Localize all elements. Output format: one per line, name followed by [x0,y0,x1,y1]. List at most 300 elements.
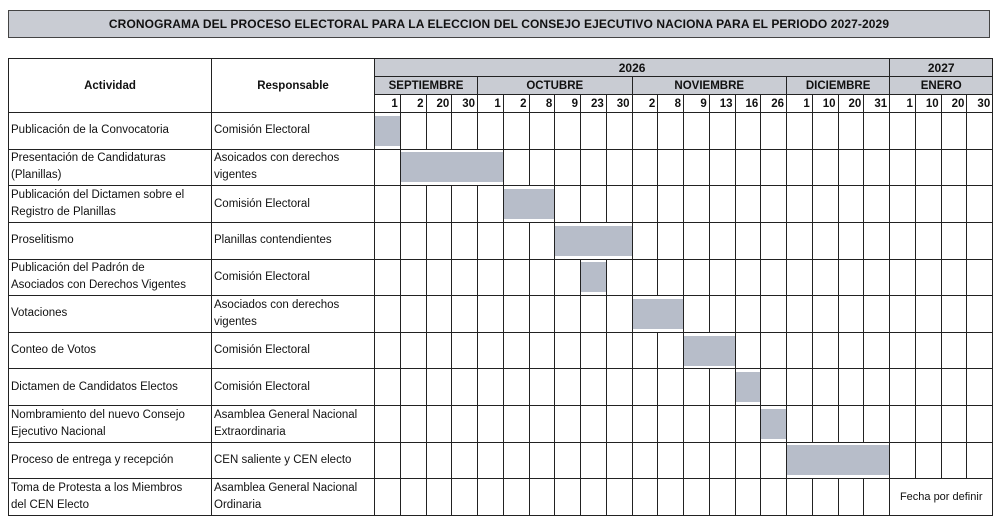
empty-cell [503,259,529,296]
empty-cell [761,332,787,369]
empty-cell [864,479,890,516]
activity-cell [9,479,212,516]
empty-cell [529,369,555,406]
empty-cell [915,259,941,296]
empty-cell [632,222,658,259]
empty-cell [787,222,813,259]
day-header: 20 [941,95,967,113]
empty-cell [941,259,967,296]
activity-text: Conteo de Votos [11,344,97,357]
empty-cell [812,259,838,296]
empty-cell [426,369,452,406]
empty-cell [761,149,787,186]
empty-cell [529,296,555,333]
empty-cell [452,186,478,223]
empty-cell [632,259,658,296]
empty-cell [555,296,581,333]
empty-cell [555,442,581,479]
empty-cell [684,479,710,516]
empty-cell [787,113,813,150]
empty-cell [555,113,581,150]
empty-cell [838,222,864,259]
activity-text: (Planillas) [11,169,62,182]
gantt-bar-cell [375,113,401,150]
empty-cell [400,186,426,223]
empty-cell [684,113,710,150]
empty-cell [967,332,993,369]
empty-cell [606,259,632,296]
empty-cell [684,149,710,186]
empty-cell [684,406,710,443]
responsible-cell [212,149,375,186]
empty-cell [503,296,529,333]
empty-cell [529,442,555,479]
empty-cell [941,296,967,333]
empty-cell [735,259,761,296]
day-header: 10 [915,95,941,113]
empty-cell [503,332,529,369]
responsible-cell [212,186,375,223]
empty-cell [426,296,452,333]
empty-cell [967,296,993,333]
empty-cell [606,113,632,150]
empty-cell [400,442,426,479]
empty-cell [529,113,555,150]
empty-cell [967,222,993,259]
gantt-bar [633,299,684,329]
empty-cell [735,479,761,516]
empty-cell [967,259,993,296]
empty-cell [709,442,735,479]
activity-text: Toma de Protesta a los Miembros [11,482,183,495]
empty-cell [478,442,504,479]
empty-cell [967,369,993,406]
empty-cell [787,259,813,296]
empty-cell [890,186,916,223]
empty-cell [400,222,426,259]
empty-cell [684,186,710,223]
empty-cell [555,149,581,186]
empty-cell [606,369,632,406]
empty-cell [632,332,658,369]
empty-cell [452,113,478,150]
empty-cell [426,113,452,150]
empty-cell [735,149,761,186]
empty-cell [581,332,607,369]
empty-cell [478,369,504,406]
empty-cell [761,222,787,259]
empty-cell [787,479,813,516]
gantt-bar [684,336,735,366]
day-header: 9 [555,95,581,113]
responsible-text: Asamblea General Nacional [214,408,358,421]
responsible-text: CEN saliente y CEN electo [214,453,352,466]
day-header: 26 [761,95,787,113]
empty-cell [735,222,761,259]
empty-cell [400,296,426,333]
empty-cell [915,406,941,443]
empty-cell [864,149,890,186]
activity-cell [9,186,212,223]
empty-cell [812,406,838,443]
schedule-title: CRONOGRAMA DEL PROCESO ELECTORAL PARA LA ELECCION DEL CONSEJO EJECUTIVO NACIONA PARA EL PERIODO 2027-2029 [8,10,990,38]
day-header: 1 [787,95,813,113]
empty-cell [452,332,478,369]
empty-cell [478,259,504,296]
empty-cell [658,186,684,223]
gantt-bar-cell [735,369,761,406]
empty-cell [503,442,529,479]
gantt-bar-cell [581,259,607,296]
empty-cell [375,406,401,443]
empty-cell [709,406,735,443]
empty-cell [529,259,555,296]
empty-cell [400,259,426,296]
empty-cell [426,332,452,369]
empty-cell [709,222,735,259]
empty-cell [890,442,916,479]
table-row [9,442,993,479]
empty-cell [375,332,401,369]
empty-cell [606,406,632,443]
empty-cell [658,332,684,369]
empty-cell [890,406,916,443]
empty-cell [375,369,401,406]
empty-cell [709,259,735,296]
empty-cell [915,113,941,150]
day-header: 1 [375,95,401,113]
empty-cell [658,113,684,150]
table-row [9,259,993,296]
day-header: 30 [452,95,478,113]
empty-cell [658,369,684,406]
responsible-text: Comisión Electoral [214,380,310,393]
empty-cell [581,113,607,150]
responsible-cell [212,113,375,150]
day-header: 16 [735,95,761,113]
empty-cell [761,259,787,296]
activity-cell [9,442,212,479]
empty-cell [632,406,658,443]
empty-cell [890,332,916,369]
empty-cell [915,442,941,479]
empty-cell [838,406,864,443]
empty-cell [787,369,813,406]
empty-cell [735,406,761,443]
empty-cell [915,186,941,223]
activity-text: Asociados con Derechos Vigentes [11,279,186,292]
responsible-text: Asamblea General Nacional [214,482,358,495]
empty-cell [967,186,993,223]
empty-cell [632,369,658,406]
empty-cell [684,222,710,259]
empty-cell [967,149,993,186]
activity-text: Ejecutivo Nacional [11,425,106,438]
empty-cell [452,222,478,259]
empty-cell [400,332,426,369]
day-header: 2 [632,95,658,113]
empty-cell [658,479,684,516]
responsible-text: vigentes [214,315,257,328]
empty-cell [400,369,426,406]
activity-cell [9,296,212,333]
activity-cell [9,259,212,296]
activity-text: Publicación del Dictamen sobre el [11,189,185,202]
activity-text: Presentación de Candidaturas [11,152,166,165]
schedule-table [8,58,993,516]
empty-cell [426,186,452,223]
empty-cell [864,296,890,333]
day-header: 20 [838,95,864,113]
empty-cell [478,406,504,443]
empty-cell [581,406,607,443]
empty-cell [555,332,581,369]
day-header: 9 [684,95,710,113]
empty-cell [864,406,890,443]
gantt-bar-cell [684,332,736,369]
empty-cell [452,442,478,479]
responsible-text: Comisión Electoral [214,344,310,357]
empty-cell [452,296,478,333]
empty-cell [375,442,401,479]
empty-cell [581,479,607,516]
empty-cell [787,296,813,333]
empty-cell [735,332,761,369]
empty-cell [812,113,838,150]
empty-cell [761,442,787,479]
empty-cell [632,149,658,186]
day-header: 23 [581,95,607,113]
empty-cell [452,369,478,406]
empty-cell [555,259,581,296]
table-row [9,479,993,516]
empty-cell [529,149,555,186]
empty-cell [400,479,426,516]
responsible-cell [212,296,375,333]
responsible-text: Comisión Electoral [214,270,310,283]
empty-cell [709,113,735,150]
table-row [9,296,993,333]
activity-text: Nombramiento del nuevo Consejo [11,408,185,421]
empty-cell [864,186,890,223]
empty-cell [529,222,555,259]
empty-cell [941,369,967,406]
empty-cell [658,259,684,296]
activity-text: Publicación de la Convocatoria [11,124,169,137]
empty-cell [375,259,401,296]
activity-cell [9,113,212,150]
gantt-bar [761,409,786,439]
empty-cell [478,332,504,369]
empty-cell [452,259,478,296]
empty-cell [452,479,478,516]
empty-cell [684,442,710,479]
empty-cell [606,442,632,479]
empty-cell [426,442,452,479]
empty-cell [709,479,735,516]
empty-cell [709,296,735,333]
empty-cell [941,186,967,223]
empty-cell [890,259,916,296]
empty-cell [761,369,787,406]
responsible-cell [212,442,375,479]
empty-cell [941,406,967,443]
empty-cell [838,186,864,223]
empty-cell [812,222,838,259]
empty-cell [503,369,529,406]
empty-cell [606,332,632,369]
empty-cell [735,296,761,333]
empty-cell [709,186,735,223]
empty-cell [632,113,658,150]
empty-cell [555,479,581,516]
empty-cell [838,369,864,406]
table-row [9,113,993,150]
empty-cell [375,186,401,223]
empty-cell [812,369,838,406]
gantt-bar [736,372,761,402]
empty-cell [915,332,941,369]
responsible-text: Ordinaria [214,499,262,512]
empty-cell [400,406,426,443]
empty-cell [426,259,452,296]
day-header: 8 [529,95,555,113]
empty-cell [632,442,658,479]
empty-cell [890,369,916,406]
empty-cell [426,406,452,443]
empty-cell [735,186,761,223]
responsible-cell [212,332,375,369]
empty-cell [967,442,993,479]
empty-cell [478,113,504,150]
empty-cell [915,222,941,259]
gantt-bar-cell [503,186,555,223]
month-header: OCTUBRE [478,77,633,95]
month-header: ENERO [890,77,993,95]
table-row [9,149,993,186]
table-row [9,222,993,259]
activity-text: Proselitismo [11,234,74,247]
responsible-cell [212,479,375,516]
activity-text: Dictamen de Candidatos Electos [11,380,178,393]
empty-cell [452,406,478,443]
activity-cell [9,406,212,443]
responsible-text: Comisión Electoral [214,124,310,137]
empty-cell [478,186,504,223]
gantt-bar-cell [400,149,503,186]
empty-cell [735,442,761,479]
empty-cell [787,149,813,186]
empty-cell [529,479,555,516]
empty-cell [838,259,864,296]
activity-text: Publicación del Padrón de [11,262,145,275]
empty-cell [941,113,967,150]
gantt-bar [787,445,889,475]
empty-cell [503,479,529,516]
empty-cell [555,369,581,406]
day-header: 2 [503,95,529,113]
activity-cell [9,332,212,369]
responsible-text: vigentes [214,169,257,182]
empty-cell [684,296,710,333]
activity-text: Registro de Planillas [11,206,116,219]
table-row [9,186,993,223]
empty-cell [838,332,864,369]
empty-cell [761,296,787,333]
empty-cell [581,369,607,406]
empty-cell [709,369,735,406]
empty-cell [555,406,581,443]
empty-cell [761,186,787,223]
gantt-bar-cell [787,442,890,479]
month-header: DICIEMBRE [787,77,890,95]
responsible-text: Planillas contendientes [214,234,332,247]
empty-cell [606,186,632,223]
gantt-bar [555,226,631,256]
day-header: 20 [426,95,452,113]
activity-text: Votaciones [11,307,68,320]
day-header: 2 [400,95,426,113]
empty-cell [555,186,581,223]
empty-cell [812,332,838,369]
empty-cell [915,296,941,333]
empty-cell [812,296,838,333]
responsible-text: Extraordinaria [214,425,286,438]
day-header: 31 [864,95,890,113]
activity-cell [9,222,212,259]
empty-cell [941,149,967,186]
empty-cell [606,149,632,186]
day-header: 1 [478,95,504,113]
empty-cell [400,113,426,150]
empty-cell [915,149,941,186]
table-row [9,369,993,406]
responsible-text: Asociados con derechos [214,298,340,311]
month-header: SEPTIEMBRE [375,77,478,95]
empty-cell [503,113,529,150]
year-header: 2026 [375,59,890,77]
empty-cell [632,186,658,223]
day-header: 30 [606,95,632,113]
gantt-bar-cell [632,296,684,333]
empty-cell [375,222,401,259]
empty-cell [581,296,607,333]
empty-cell [606,296,632,333]
empty-cell [864,259,890,296]
empty-cell [864,369,890,406]
empty-cell [812,149,838,186]
responsible-cell [212,369,375,406]
empty-cell [761,113,787,150]
empty-cell [581,442,607,479]
empty-cell [606,479,632,516]
responsible-cell [212,406,375,443]
empty-cell [478,479,504,516]
empty-cell [529,332,555,369]
gantt-bar [581,262,606,292]
empty-cell [761,479,787,516]
empty-cell [478,296,504,333]
empty-cell [375,296,401,333]
empty-cell [503,406,529,443]
empty-cell [890,113,916,150]
day-header: 1 [890,95,916,113]
year-header: 2027 [890,59,993,77]
empty-cell [658,442,684,479]
responsible-header: Responsable [212,59,375,113]
table-row [9,406,993,443]
activity-header: Actividad [9,59,212,113]
